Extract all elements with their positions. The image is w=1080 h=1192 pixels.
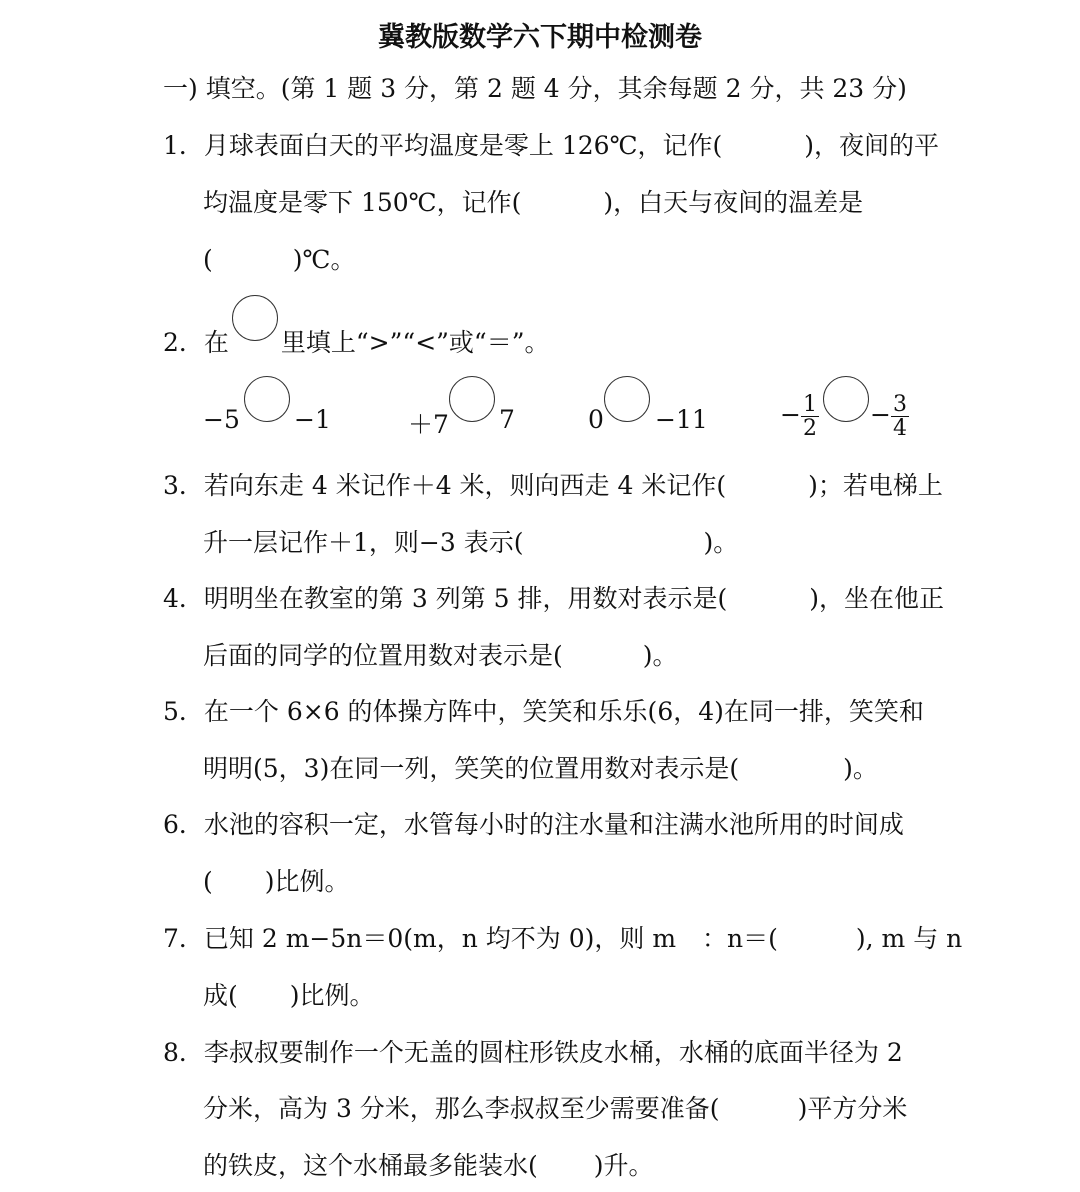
q4-text-c: 后面的同学的位置用数对表示是( <box>203 641 563 670</box>
question-1-line-3 <box>203 247 356 272</box>
q2-text-a: 2．在 <box>163 328 229 357</box>
q8-text-c: 的铁皮，这个水桶最多能装水( <box>203 1151 538 1180</box>
compare-circle-4[interactable] <box>823 376 869 422</box>
q4-text-d: )。 <box>642 641 678 670</box>
q7-text-b: ：n＝( <box>702 924 778 953</box>
question-8-line-3 <box>203 1153 654 1178</box>
q1-text-a: 1．月球表面白天的平均温度是零上 126℃，记作( <box>163 131 723 160</box>
q2-text-b: 里填上“>”“<”或“＝”。 <box>280 328 550 357</box>
question-4-line-1 <box>163 586 944 611</box>
q3-text-b: )；若电梯上 <box>808 471 943 500</box>
question-6-line-1: 6．水池的容积一定，水管每小时的注水量和注满水池所用的时间成 <box>163 810 904 839</box>
q6-text-b: )比例。 <box>264 867 350 896</box>
question-5-line-2 <box>203 756 878 781</box>
question-1-line-1 <box>163 133 939 158</box>
compare-item-4-left <box>780 393 819 440</box>
q7-text-e: )比例。 <box>289 981 375 1010</box>
q3-text-d: )。 <box>703 528 739 557</box>
q7-text-a: 7．已知 2 m−5n＝0(m，n 均不为 0)，则 m <box>163 924 677 953</box>
numerator: 3 <box>892 392 907 417</box>
question-2-instruction <box>163 330 550 355</box>
numerator: 1 <box>802 392 817 417</box>
question-5-line-1: 5．在一个 6×6 的体操方阵中，笑笑和乐乐(6，4)在同一排，笑笑和 <box>163 697 924 726</box>
q1-text-b: )，夜间的平 <box>804 131 940 160</box>
q8-text-d: )升。 <box>593 1151 654 1180</box>
compare-item-1-left: −5 <box>203 405 240 434</box>
q5-text-b: )。 <box>843 754 878 783</box>
q1-text-e: ( <box>203 245 213 274</box>
denominator: 4 <box>892 416 907 442</box>
q1-text-d: )，白天与夜间的温差是 <box>603 188 864 217</box>
q3-text-c: 升一层记作＋1，则−3 表示( <box>203 528 524 557</box>
q7-text-c: ), m 与 n <box>855 924 963 953</box>
question-8-line-1: 8．李叔叔要制作一个无盖的圆柱形铁皮水桶，水桶的底面半径为 2 <box>163 1038 903 1067</box>
question-3-line-2 <box>203 530 738 555</box>
compare-circle-3[interactable] <box>604 376 650 422</box>
compare-item-2-right: 7 <box>499 405 515 434</box>
compare-item-2-left: ＋7 <box>408 410 449 439</box>
q8-text-a: 分米，高为 3 分米，那么李叔叔至少需要准备( <box>203 1094 720 1123</box>
question-3-line-1 <box>163 473 943 498</box>
question-4-line-2 <box>203 643 678 668</box>
page-title: 冀教版数学六下期中检测卷 <box>378 22 702 53</box>
fraction-one-half <box>801 393 819 440</box>
compare-item-4-right <box>870 393 909 440</box>
section-heading: 一) 填空。(第 1 题 3 分，第 2 题 4 分，其余每题 2 分，共 23 分) <box>163 74 907 103</box>
question-7-line-2 <box>203 983 375 1008</box>
q6-text-a: ( <box>203 867 213 896</box>
q1-text-f: )℃。 <box>292 245 356 274</box>
compare-circle-1[interactable] <box>244 376 290 422</box>
q4-text-a: 4．明明坐在教室的第 3 列第 5 排，用数对表示是( <box>163 584 728 613</box>
denominator: 2 <box>802 416 817 442</box>
minus-sign: − <box>780 400 801 430</box>
compare-circle-2[interactable] <box>449 376 495 422</box>
q7-text-d: 成( <box>203 981 238 1010</box>
q4-text-b: )，坐在他正 <box>809 584 945 613</box>
fraction-three-quarters <box>891 393 909 440</box>
q3-text-a: 3．若向东走 4 米记作＋4 米，则向西走 4 米记作( <box>163 471 727 500</box>
question-1-line-2 <box>203 190 863 215</box>
q1-text-c: 均温度是零下 150℃，记作( <box>203 188 522 217</box>
circle-blank-icon <box>232 295 278 341</box>
question-7-line-1 <box>163 926 962 951</box>
q8-text-b: )平方分米 <box>797 1094 908 1123</box>
compare-item-3-left: 0 <box>588 405 604 434</box>
question-8-line-2 <box>203 1096 907 1121</box>
question-6-line-2 <box>203 869 350 894</box>
compare-item-3-right: −11 <box>655 405 708 434</box>
compare-item-1-right: −1 <box>294 405 331 434</box>
minus-sign: − <box>870 400 891 430</box>
q5-text-a: 明明(5，3)在同一列，笑笑的位置用数对表示是( <box>203 754 740 783</box>
